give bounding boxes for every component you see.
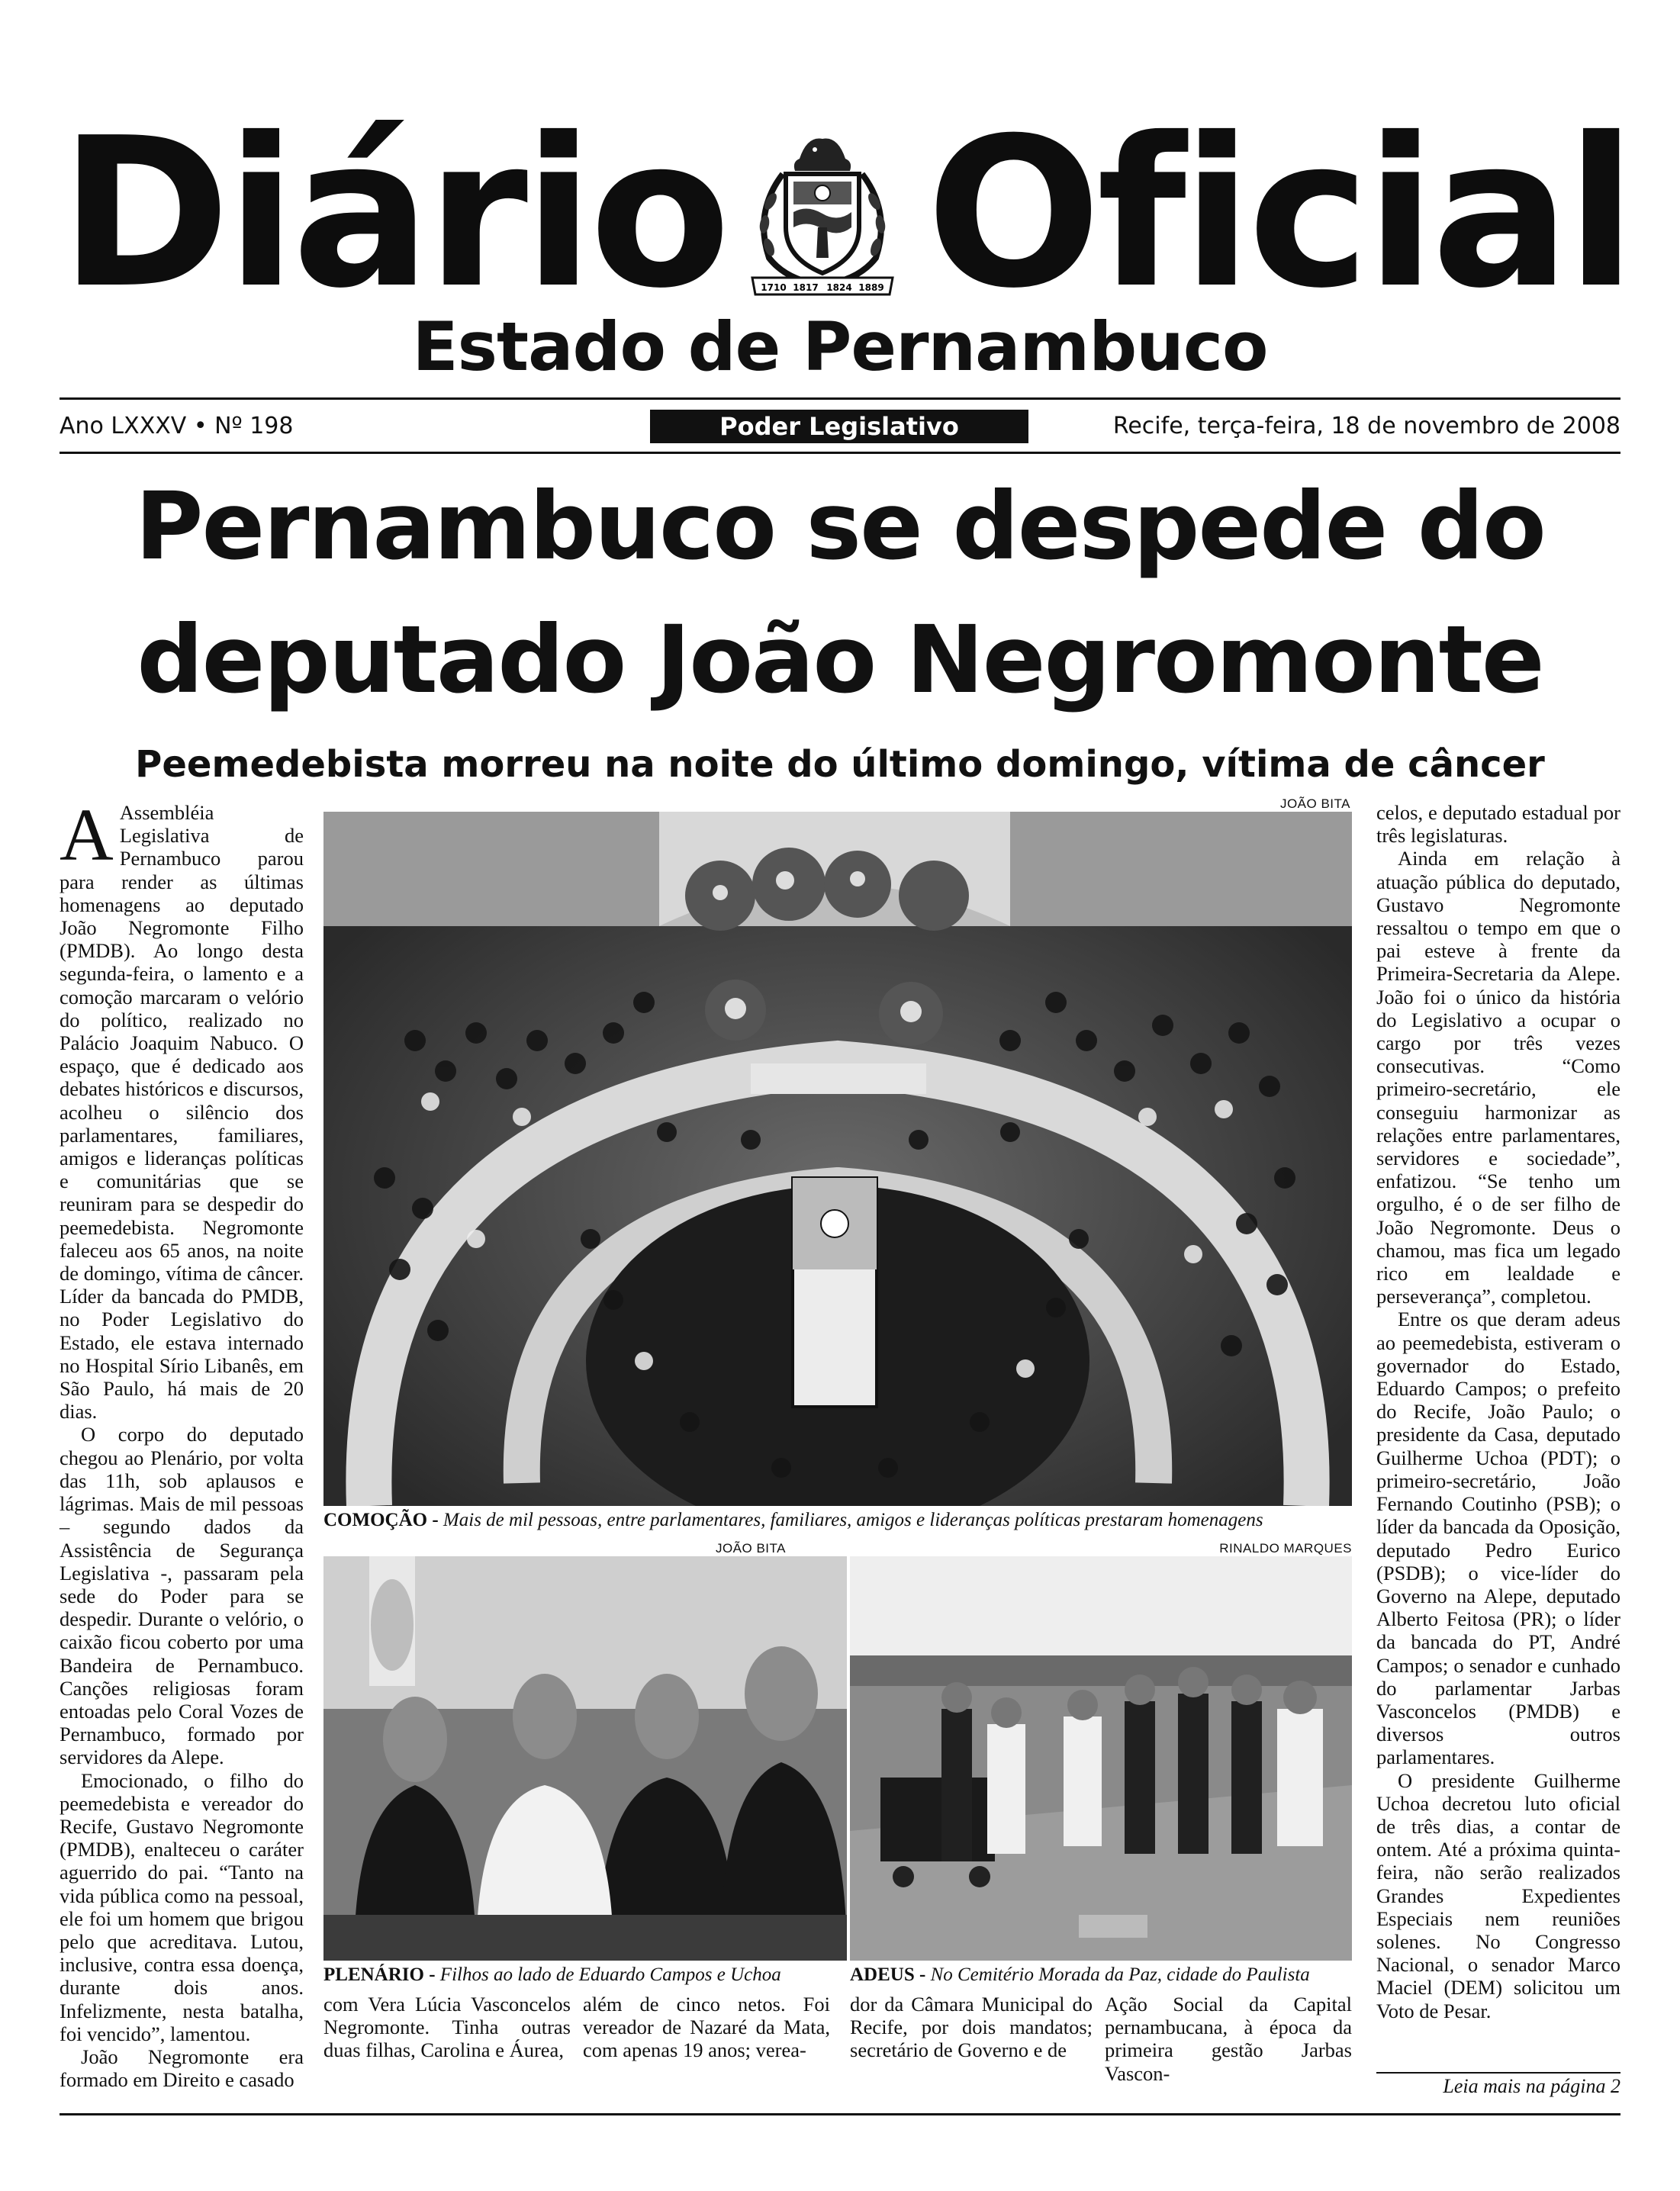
col6-paragraph-4: O presidente Guilherme Uchoa decretou luto oficial de três dias, a contar de ontem. Até a próxima quinta-feira, não serão realizados Grandes Expedientes Especiais nem reuniões solenes. No Congresso Nacional, o senador Marco Maciel (DEM) solicitou um Voto de Pesar. <box>1376 1768 1620 2022</box>
col1-paragraph-1: Assembléia Legislativa de Pernambuco parou para render as últimas homenagens ao deputado João Negromonte Filho (PMDB). Ao longo desta segunda-feira, o lamento e a comoção marcaram o velório do político, realizado no Palácio Joaquim Nabuco. O espaço, que é dedicado aos debates históricos e discursos, acolheu o silêncio dos parlamentares, familiares, amigos e lideranças políticas e comunitárias que se reuniram para se despedir do peemedebista. Negromonte faleceu aos 65 anos, na noite de domingo, vítima de câncer. Líder da bancada do PMDB, no Poder Legislativo do Estado, ele estava internado no Hospital Sírio Libanês, em São Paulo, há mais de 20 dias. <box>60 801 304 1424</box>
right-photo <box>850 1556 1352 1961</box>
masthead-title-right: Oficial <box>926 93 1632 333</box>
masthead-subtitle: Estado de Pernambuco <box>412 307 1268 386</box>
top-rule <box>60 397 1620 400</box>
masthead-title-left: Diário <box>60 93 727 333</box>
crest-year-4: 1889 <box>858 282 884 293</box>
col6-paragraph-1: celos, e deputado estadual por três legislaturas. <box>1376 801 1620 848</box>
left-photo-credit: JOÃO BITA <box>715 1541 786 1556</box>
article-column-2 <box>323 1993 571 2062</box>
dateline: Recife, terça-feira, 18 de novembro de 2008 <box>1112 413 1620 439</box>
article-column-4 <box>850 1993 1093 2062</box>
crest-year-2: 1817 <box>793 282 819 293</box>
section-tag: Poder Legislativo <box>650 410 1028 443</box>
right-photo-caption <box>850 1964 1352 1987</box>
left-caption-text: Filhos ao lado de Eduardo Campos e Uchoa <box>439 1964 781 1985</box>
col1-paragraph-4: João Negromonte era formado em Direito e casado <box>60 2045 304 2092</box>
state-crest-icon <box>739 128 906 299</box>
col5-text: Ação Social da Capital pernambucana, à época da primeira gestão Jarbas Vascon- <box>1105 1993 1352 2085</box>
main-caption-text: Mais de mil pessoas, entre parlamentares, familiares, amigos e lideranças políticas prestaram homenagens <box>443 1510 1263 1530</box>
crest-year-3: 1824 <box>826 282 852 293</box>
left-caption-label: PLENÁRIO - <box>323 1964 436 1985</box>
article-column-1 <box>60 794 304 2092</box>
headline-line-1: Pernambuco se despede do <box>135 472 1545 581</box>
main-caption-label: COMOÇÃO - <box>323 1510 439 1530</box>
col6-paragraph-2: Ainda em relação à atuação pública do deputado, Gustavo Negromonte ressaltou o tempo em que o pai esteve à frente da Primeira-Secretaria da Alepe. João foi o único da história do Legislativo a ocupar o cargo por três vezes consecutivas. “Como primeiro-secretário, ele conseguiu harmonizar as relações entre parlamentares, servidores e sociedade”, enfatizou. “Se tenho um orgulho, é o de ser filho de João Negromonte. Deus o chamou, mas fica um legado rico em lealdade e perseverança”, completou. <box>1376 847 1620 1308</box>
deck: Peemedebista morreu na noite do último domingo, vítima de câncer <box>135 743 1545 786</box>
col1-paragraph-3: Emocionado, o filho do peemedebista e vereador do Recife, Gustavo Negromonte (PMDB), enalteceu o caráter aguerrido do pai. “Tanto na vida pública como na pessoal, ele foi um homem que brigou pelo que acreditava. Lutou, inclusive, contra essa doença, durante dois anos. Infelizmente, nesta batalha, foi vencido”, lamentou. <box>60 1768 304 2045</box>
footer-rule <box>60 2113 1620 2115</box>
read-more-rule <box>1376 2072 1620 2074</box>
left-photo <box>323 1556 847 1961</box>
main-photo-caption <box>323 1509 1352 1532</box>
left-photo-caption <box>323 1964 847 1987</box>
dropcap: A <box>60 794 114 877</box>
right-caption-label: ADEUS - <box>850 1964 926 1985</box>
read-more-link[interactable]: Leia mais na página 2 <box>1443 2075 1620 2097</box>
article-column-5 <box>1105 1993 1352 2085</box>
article-column-3 <box>583 1993 830 2062</box>
headline-line-2: deputado João Negromonte <box>137 606 1543 714</box>
infobar-rule <box>60 452 1620 454</box>
crest-year-1: 1710 <box>761 282 787 293</box>
right-caption-text: No Cemitério Morada da Paz, cidade do Paulista <box>930 1964 1310 1985</box>
main-photo-credit: JOÃO BITA <box>1279 796 1350 811</box>
col1-paragraph-2: O corpo do deputado chegou ao Plenário, por volta das 11h, sob aplausos e lágrimas. Mais de mil pessoas – segundo dados da Assistência de Segurança Legislativa -, passaram pela sede do Poder para se despedir. Durante o velório, o caixão ficou coberto por uma Bandeira de Pernambuco. Canções religiosas foram entoadas pelo Coral Vozes de Pernambuco, formado por servidores da Alepe. <box>60 1423 304 1769</box>
article-column-6 <box>1376 801 1620 2022</box>
col6-paragraph-3: Entre os que deram adeus ao peemedebista, estiveram o governador do Estado, Eduardo Campos; o prefeito do Recife, João Paulo; o presidente da Casa, deputado Guilherme Uchoa (PDT); o primeiro-secretário, João Fernando Coutinho (PSB); o líder da bancada da Oposição, deputado Pedro Eurico (PSDB); o vice-líder do Governo na Alepe, deputado Alberto Feitosa (PR); o líder da bancada do PT, André Campos; o senador e cunhado do parlamentar Jarbas Vasconcelos (PMDB) e diversos outros parlamentares. <box>1376 1308 1620 1769</box>
col2-text: com Vera Lúcia Vasconcelos Negromonte. Tinha outras duas filhas, Carolina e Áurea, <box>323 1993 571 2062</box>
col4-text: dor da Câmara Municipal do Recife, por dois mandatos; secretário de Governo e de <box>850 1993 1093 2062</box>
col3-text: além de cinco netos. Foi vereador de Nazaré da Mata, com apenas 19 anos; verea- <box>583 1993 830 2062</box>
main-photo <box>323 812 1352 1506</box>
right-photo-credit: RINALDO MARQUES <box>1219 1541 1352 1556</box>
edition-number: Ano LXXXV • Nº 198 <box>60 413 294 439</box>
